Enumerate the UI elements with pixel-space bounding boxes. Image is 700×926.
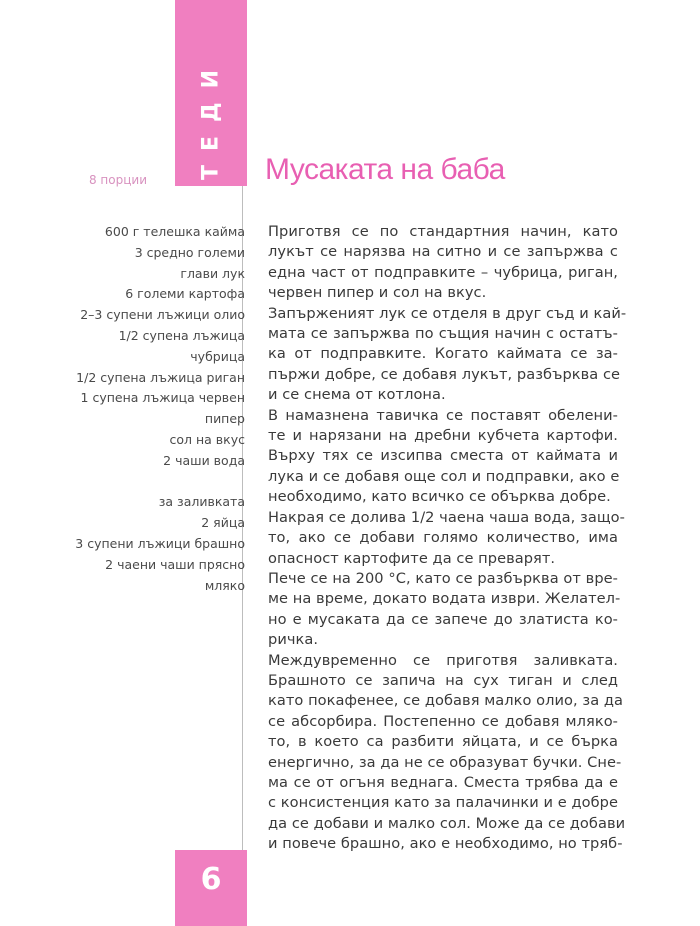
ingredient-line: 1 супена лъжица червен (80, 390, 245, 406)
section-label: ТЕДИ (198, 55, 224, 181)
instruction-line: ка от подправките. Когато каймата се за- (268, 345, 618, 363)
instruction-line: енергично, за да не се образуват бучки. Сне- (268, 753, 622, 771)
instruction-line: червен пипер и сол на вкус. (268, 284, 487, 302)
recipe-instructions (268, 222, 627, 855)
recipe-title: Мусаката на баба (265, 153, 505, 186)
instruction-line: като покафенее, се добавя малко олио, за да (268, 692, 624, 710)
ingredient-line: сол на вкус (169, 431, 245, 447)
ingredient-line: мляко (204, 577, 245, 593)
instruction-line: пържи добре, се добавя лукът, разбърква се (268, 365, 621, 383)
ingredient-line: 1/2 супена лъжица риган (76, 369, 245, 385)
instruction-line: мата се запържва по същия начин с остатъ- (268, 325, 618, 343)
instruction-line: лука и се добавя още сол и подправки, ако е (268, 467, 620, 485)
topping-ingredients (40, 492, 245, 596)
ingredient-line: 3 средно големи (134, 244, 245, 260)
instruction-line: ричка. (268, 631, 319, 649)
instruction-line: Накрая се долива 1/2 чаена чаша вода, защо- (268, 508, 625, 526)
ingredient-line: 2–3 супени лъжици олио (80, 307, 245, 323)
servings: 8 порции (88, 173, 147, 187)
instruction-line: те и нарязани на дребни кубчета картофи. (268, 427, 618, 445)
instruction-line: Върху тях се изсипва сместа от каймата и (268, 447, 618, 465)
instruction-line: Брашното се запича на сух тиган и след (268, 671, 618, 689)
instruction-line: ма се от огъня веднага. Сместа трябва да е (268, 773, 618, 791)
instruction-line: и повече брашно, ако е необходимо, но тряб- (268, 835, 623, 853)
instruction-line: и се снема от котлона. (268, 386, 446, 404)
instruction-line: Приготвя се по стандартния начин, като (268, 223, 618, 240)
ingredient-line: 6 големи картофа (125, 286, 245, 302)
instruction-line: но е мусаката да се запече до златиста ко- (268, 610, 618, 628)
ingredient-line: пипер (204, 411, 245, 427)
main-ingredients (40, 222, 245, 472)
instruction-line: с консистенция като за палачинки и е добре (268, 794, 618, 812)
ingredients-spacer (40, 472, 245, 493)
instruction-line: да се добави и малко сол. Може да се добави (268, 814, 626, 832)
instruction-line: необходимо, като всичко се обърква добре. (268, 488, 611, 506)
instruction-line: В намазнена тавичка се поставят обелени- (268, 406, 618, 424)
instruction-line: Запърженият лук се отделя в друг съд и кай- (268, 304, 627, 322)
ingredients-list (40, 222, 245, 596)
instruction-line: опасност картофите да се преварят. (268, 549, 556, 567)
instruction-line: Междувременно се приготвя заливката. (268, 651, 618, 669)
ingredient-line: 1/2 супена лъжица (118, 327, 245, 343)
ingredient-line: за заливката (158, 494, 245, 510)
page-number: 6 (200, 862, 222, 897)
instruction-line: се абсорбира. Постепенно се добавя мляко- (268, 712, 618, 730)
instruction-line: лукът се нарязва на ситно и се запържва с (268, 243, 618, 261)
ingredient-line: чубрица (190, 348, 245, 364)
ingredient-line: 2 яйца (201, 515, 245, 531)
instruction-line: една част от подправките – чубрица, риган, (268, 263, 618, 281)
instruction-line: ме на време, докато водата изври. Желател- (268, 590, 621, 608)
instruction-line: то, в което са разбити яйцата, и се бърка (268, 733, 618, 751)
ingredient-line: 2 чаши вода (163, 452, 245, 468)
ingredient-line: 600 г телешка кайма (104, 224, 245, 239)
ingredient-line: глави лук (180, 265, 245, 281)
instruction-line: Пече се на 200 °С, като се разбърква от вре- (268, 569, 618, 587)
instruction-line: то, ако се добави голямо количество, има (268, 529, 618, 547)
ingredient-line: 3 супени лъжици брашно (75, 535, 245, 551)
ingredient-line: 2 чаени чаши прясно (105, 556, 245, 572)
